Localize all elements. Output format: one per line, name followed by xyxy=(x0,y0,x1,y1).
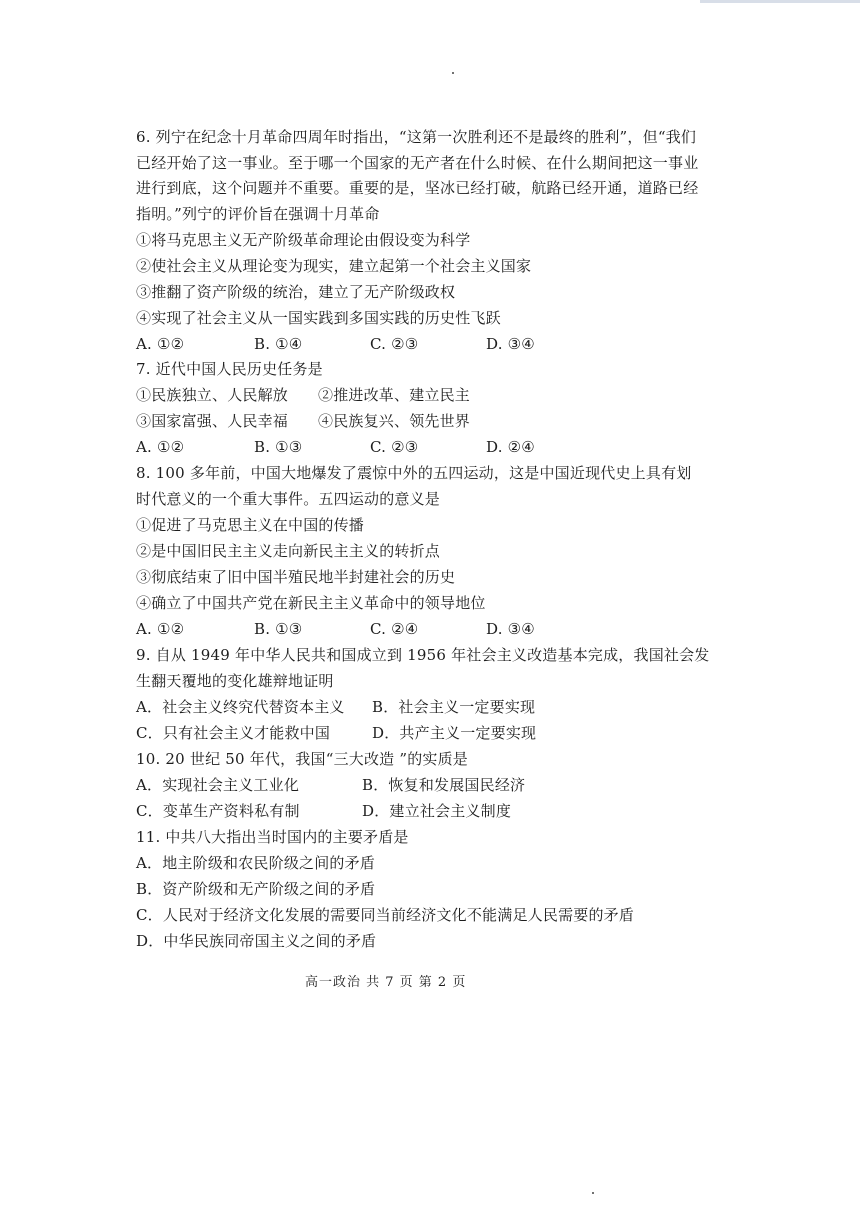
option-a: A. ①② xyxy=(136,620,185,638)
option-a: A. ①② xyxy=(136,335,185,353)
statement: ②使社会主义从理论变为现实，建立起第一个社会主义国家 xyxy=(136,257,532,275)
option-b: B．资产阶级和无产阶级之间的矛盾 xyxy=(136,880,376,898)
statement: ④实现了社会主义从一国实践到多国实践的历史性飞跃 xyxy=(136,309,501,327)
question-stem-line: 已经开始了这一事业。至于哪一个国家的无产者在什么时候、在什么期间把这一事业 xyxy=(136,154,699,172)
statement: ①民族独立、人民解放 xyxy=(136,386,289,404)
option-b: B．恢复和发展国民经济 xyxy=(362,776,526,794)
question-stem-line: 7. 近代中国人民历史任务是 xyxy=(136,360,323,378)
option-a: A．地主阶级和农民阶级之间的矛盾 xyxy=(136,854,376,872)
option-c: C．变革生产资料私有制 xyxy=(136,802,300,820)
question-stem-line: 生翻天覆地的变化雄辩地证明 xyxy=(136,672,334,690)
option-a: A. ①② xyxy=(136,438,185,456)
scan-speck xyxy=(452,72,454,74)
question-stem-line: 10. 20 世纪 50 年代，我国“三大改造 ”的实质是 xyxy=(136,750,469,768)
question-stem-line: 时代意义的一个重大事件。五四运动的意义是 xyxy=(136,490,441,508)
statement: ②推进改革、建立民主 xyxy=(318,386,471,404)
question-stem-line: 8. 100 多年前，中国大地爆发了震惊中外的五四运动，这是中国近现代史上具有划 xyxy=(136,464,692,482)
question-stem-line: 9. 自从 1949 年中华人民共和国成立到 1956 年社会主义改造基本完成，我国社会发 xyxy=(136,646,710,664)
scan-speck xyxy=(592,1192,594,1194)
statement: ④确立了中国共产党在新民主主义革命中的领导地位 xyxy=(136,594,486,612)
option-b: B. ①③ xyxy=(254,438,303,456)
option-a: A．社会主义终究代替资本主义 xyxy=(136,698,345,716)
option-a: A．实现社会主义工业化 xyxy=(136,776,300,794)
statement: ③彻底结束了旧中国半殖民地半封建社会的历史 xyxy=(136,568,456,586)
question-stem-line: 6. 列宁在纪念十月革命四周年时指出，“这第一次胜利还不是最终的胜利”，但“我们 xyxy=(136,128,697,146)
option-d: D．中华民族同帝国主义之间的矛盾 xyxy=(136,932,377,950)
option-c: C．只有社会主义才能救中国 xyxy=(136,724,331,742)
question-stem-line: 指明。”列宁的评价旨在强调十月革命 xyxy=(136,205,380,223)
statement: ④民族复兴、领先世界 xyxy=(318,412,471,430)
option-b: B．社会主义一定要实现 xyxy=(372,698,536,716)
statement: ③国家富强、人民幸福 xyxy=(136,412,289,430)
option-d: D．共产主义一定要实现 xyxy=(372,724,537,742)
question-stem-line: 进行到底，这个问题并不重要。重要的是，坚冰已经打破，航路已经开通，道路已经 xyxy=(136,179,699,197)
statement: ②是中国旧民主主义走向新民主主义的转折点 xyxy=(136,542,441,560)
option-c: C．人民对于经济文化发展的需要同当前经济文化不能满足人民需要的矛盾 xyxy=(136,906,635,924)
option-b: B. ①③ xyxy=(254,620,303,638)
option-d: D. ③④ xyxy=(486,620,535,638)
option-c: C. ②③ xyxy=(370,438,419,456)
option-b: B. ①④ xyxy=(254,335,303,353)
page-footer: 高一政治 共 7 页 第 2 页 xyxy=(305,975,467,990)
option-d: D．建立社会主义制度 xyxy=(362,802,512,820)
scan-edge xyxy=(700,0,860,3)
statement: ③推翻了资产阶级的统治，建立了无产阶级政权 xyxy=(136,283,456,301)
statement: ①将马克思主义无产阶级革命理论由假设变为科学 xyxy=(136,231,471,249)
option-c: C. ②③ xyxy=(370,335,419,353)
option-d: D. ②④ xyxy=(486,438,535,456)
statement: ①促进了马克思主义在中国的传播 xyxy=(136,516,365,534)
option-d: D. ③④ xyxy=(486,335,535,353)
question-stem-line: 11. 中共八大指出当时国内的主要矛盾是 xyxy=(136,828,409,846)
option-c: C. ②④ xyxy=(370,620,419,638)
